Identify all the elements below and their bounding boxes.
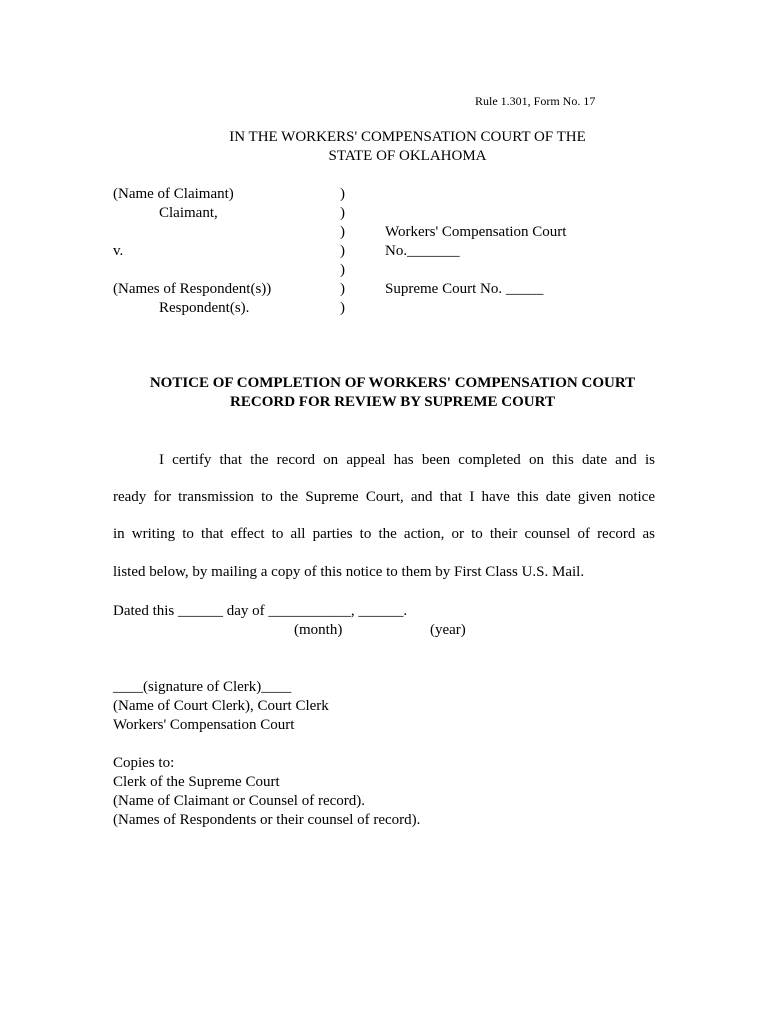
claimant-name: (Name of Claimant) xyxy=(113,186,234,202)
notice-title-line1: NOTICE OF COMPLETION OF WORKERS' COMPENSATION COURT xyxy=(149,375,636,391)
form-rule-reference: Rule 1.301, Form No. 17 xyxy=(475,94,596,108)
certification-line: ready for transmission to the Supreme Court, and that I have this date given notice xyxy=(113,489,655,505)
notice-title-line2: RECORD FOR REVIEW BY SUPREME COURT xyxy=(230,394,555,410)
court-name-line2: STATE OF OKLAHOMA xyxy=(328,148,487,164)
copies-heading: Copies to: xyxy=(113,755,175,771)
respondent-label: Respondent(s). xyxy=(159,300,250,316)
supreme-court-case-number: Supreme Court No. _____ xyxy=(385,281,544,297)
copies-item: (Name of Claimant or Counsel of record). xyxy=(113,793,366,809)
copies-item: (Names of Respondents or their counsel of record). xyxy=(113,812,421,828)
versus: v. xyxy=(113,243,124,259)
caption-bracket: ) xyxy=(340,300,345,316)
certification-line: listed below, by mailing a copy of this notice to them by First Class U.S. Mail. xyxy=(113,564,585,580)
copies-item: Clerk of the Supreme Court xyxy=(113,774,280,790)
caption-bracket: ) xyxy=(340,243,345,259)
caption-bracket: ) xyxy=(340,281,345,297)
certification-line: I certify that the record on appeal has been completed on this date and is xyxy=(159,452,655,468)
clerk-court: Workers' Compensation Court xyxy=(113,717,295,733)
claimant-label: Claimant, xyxy=(159,205,218,221)
month-label: (month) xyxy=(294,622,343,638)
respondent-names: (Names of Respondent(s)) xyxy=(113,281,272,297)
year-label: (year) xyxy=(430,622,466,638)
dated-line: Dated this ______ day of ___________, ______. xyxy=(113,603,408,619)
court-name-line1: IN THE WORKERS' COMPENSATION COURT OF THE xyxy=(229,129,586,145)
caption-bracket: ) xyxy=(340,205,345,221)
caption-bracket: ) xyxy=(340,262,345,278)
clerk-name: (Name of Court Clerk), Court Clerk xyxy=(113,698,329,714)
wcc-case-number: No._______ xyxy=(385,243,460,259)
wcc-case-label: Workers' Compensation Court xyxy=(385,224,567,240)
caption-bracket: ) xyxy=(340,224,345,240)
signature-line: ____(signature of Clerk)____ xyxy=(113,679,292,695)
caption-bracket: ) xyxy=(340,186,345,202)
certification-line: in writing to that effect to all parties to the action, or to their counsel of record as xyxy=(113,526,655,542)
